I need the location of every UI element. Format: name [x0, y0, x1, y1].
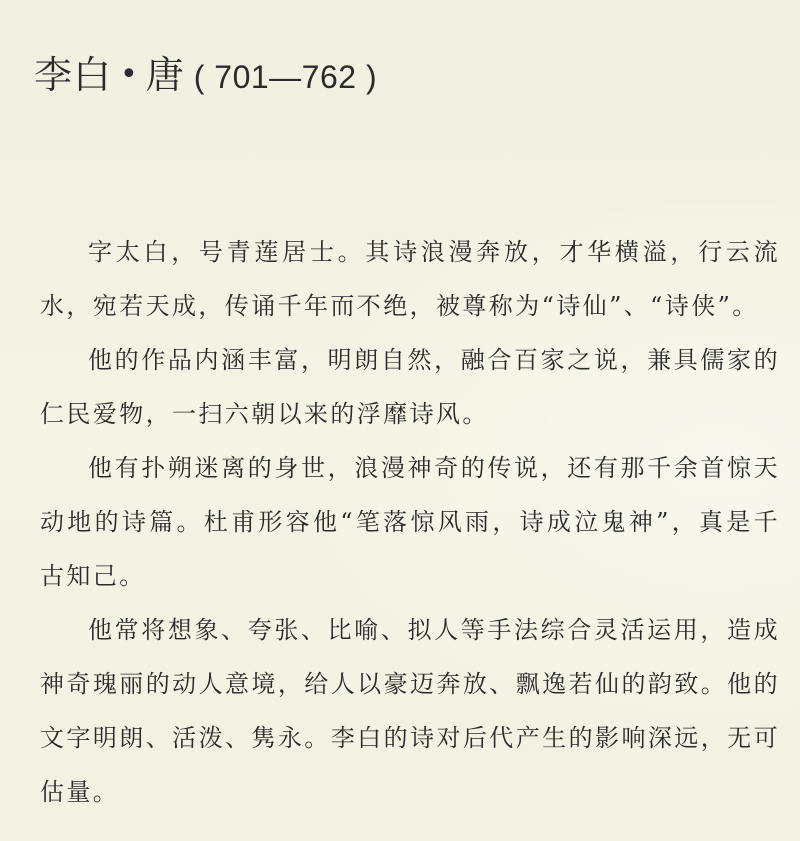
dynasty-name: 唐 — [145, 53, 184, 97]
paragraph-1: 字太白，号青莲居士。其诗浪漫奔放，才华横溢，行云流水，宛若天成，传诵千年而不绝，被尊称为“诗仙”、“诗侠”。 — [40, 238, 780, 320]
paragraph-3: 他有扑朔迷离的身世，浪漫神奇的传说，还有那千余首惊天动地的诗篇。杜甫形容他“笔落惊风雨，诗成泣鬼神”，真是千古知己。 — [40, 454, 780, 590]
paragraph-2: 他的作品内涵丰富，明朗自然，融合百家之说，兼具儒家的仁民爱物，一扫六朝以来的浮靡诗风。 — [40, 346, 780, 428]
paragraph-4: 他常将想象、夸张、比喻、拟人等手法综合灵活运用，造成神奇瑰丽的动人意境，给人以豪迈奔放、飘逸若仙的韵致。他的文字明朗、活泼、隽永。李白的诗对后代产生的影响深远，无可估量。 — [40, 616, 780, 806]
title-separator: • — [120, 57, 138, 92]
life-years: ( 701—762 ) — [193, 59, 378, 95]
page-title — [34, 44, 378, 97]
biography-text — [40, 225, 780, 819]
poet-name: 李白 — [34, 53, 113, 97]
